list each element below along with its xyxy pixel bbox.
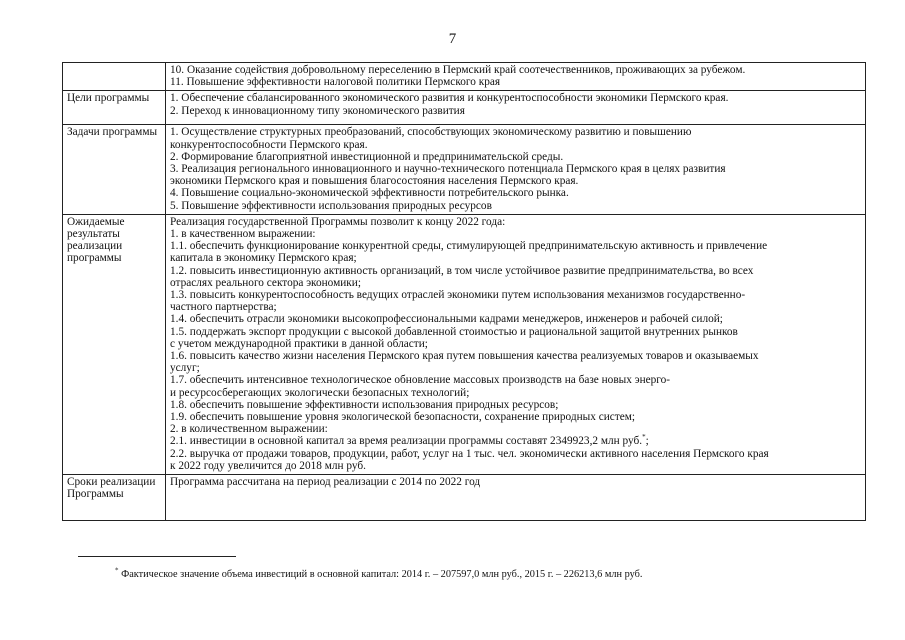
content-line: частного партнерства; [170,301,277,314]
footnote [115,566,643,581]
content-line-suffix: ; [645,435,649,448]
table-row [63,125,866,214]
content-line: конкурентоспособности Пермского края. [170,138,368,151]
row-content [166,125,866,214]
content-line: 1.4. обеспечить отрасли экономики высокопрофессиональными кадрами менеджеров, инженеров и рабочей силой; [170,313,723,326]
content-line: 1. Осуществление структурных преобразований, способствующих экономическому развитию и повышению [170,126,692,139]
row-label [63,63,166,91]
content-line: и ресурсосберегающих экологически безопасных технологий; [170,386,470,399]
content-line: услуг; [170,362,200,375]
content-line: 1.1. обеспечить функционирование конкурентной среды, стимулирующей предпринимательскую активность и привлечение [170,240,768,253]
content-line: 2. в количественном выражении: [170,423,328,436]
content-line: 1.8. обеспечить повышение эффективности использования природных ресурсов; [170,398,559,411]
content-line: 10. Оказание содействия добровольному переселению в Пермский край соотечественников, проживающих за рубежом. [170,64,746,76]
content-line: 1.5. поддержать экспорт продукции с высокой добавленной стоимостью и рациональной защитой внутренних рынков [170,325,738,338]
footnote-text: Фактическое значение объема инвестиций в основной капитал: 2014 г. – 207597,0 млн руб., 2015 г. – 226213,6 млн руб. [121,569,643,580]
content-line: 1.7. обеспечить интенсивное технологическое обновление массовых производств на базе новых энерго- [170,374,671,387]
content-line-with-footnote [170,435,861,447]
row-label: Ожидаемые результаты реализации программы [63,214,166,474]
content-line: 2. Формирование благоприятной инвестиционной и предпринимательской среды. [170,150,564,163]
content-line: капитала в экономику Пермского края; [170,252,357,265]
footnote-separator [78,556,236,557]
content-line: 2.2. выручка от продажи товаров, продукции, работ, услуг на 1 тыс. чел. экономически активного населения Пермского края [170,447,769,460]
content-line: отраслях реального сектора экономики; [170,276,361,289]
table-row [63,214,866,474]
table-row [63,63,866,91]
content-line: 5. Повышение эффективности использования природных ресурсов [170,199,492,212]
content-line: экономики Пермского края и повышения благосостояния населения Пермского края. [170,175,579,188]
row-label: Цели программы [63,91,166,125]
page-number: 7 [448,31,457,47]
content-line: Реализация государственной Программы позволит к концу 2022 года: [170,215,506,228]
content-line: 2. Переход к инновационному типу экономического развития [170,104,465,117]
content-line: 11. Повышение эффективности налоговой политики Пермского края [170,76,501,89]
content-line-text: 2.1. инвестиции в основной капитал за время реализации программы составят 2349923,2 млн руб. [170,435,643,448]
footnote-reference: * [642,433,646,442]
row-label: Сроки реализации Программы [63,475,166,521]
table-row [63,475,866,521]
content-line: 1.6. повысить качество жизни населения Пермского края путем повышения качества реализуемых товаров и оказываемых [170,350,759,363]
content-line: Программа рассчитана на период реализации с 2014 по 2022 год [170,476,481,489]
content-line: 1.3. повысить конкурентоспособность ведущих отраслей экономики путем использования механизмов государственно- [170,289,746,302]
content-line: к 2022 году увеличится до 2018 млн руб. [170,459,366,472]
content-line: с учетом международной практики в данной области; [170,337,428,350]
program-passport-table [62,62,866,521]
row-content [166,91,866,125]
table-row [63,91,866,125]
row-content [166,214,866,474]
row-label: Задачи программы [63,125,166,214]
row-content [166,475,866,521]
content-line: 1.2. повысить инвестиционную активность организаций, в том числе устойчивое развитие предпринимательства, во всех [170,264,754,277]
row-content [166,63,866,91]
content-line: 1. в качественном выражении: [170,228,316,241]
content-line: 3. Реализация регионального инновационного и научно-технического потенциала Пермского края в целях развития [170,163,726,176]
content-line: 1.9. обеспечить повышение уровня экологической безопасности, сохранение природных систем; [170,411,636,424]
footnote-mark: * [115,566,119,575]
content-line: 1. Обеспечение сбалансированного экономического развития и конкурентоспособности экономики Пермского края. [170,92,729,105]
content-line: 4. Повышение социально-экономической эффективности потребительского рынка. [170,187,569,200]
